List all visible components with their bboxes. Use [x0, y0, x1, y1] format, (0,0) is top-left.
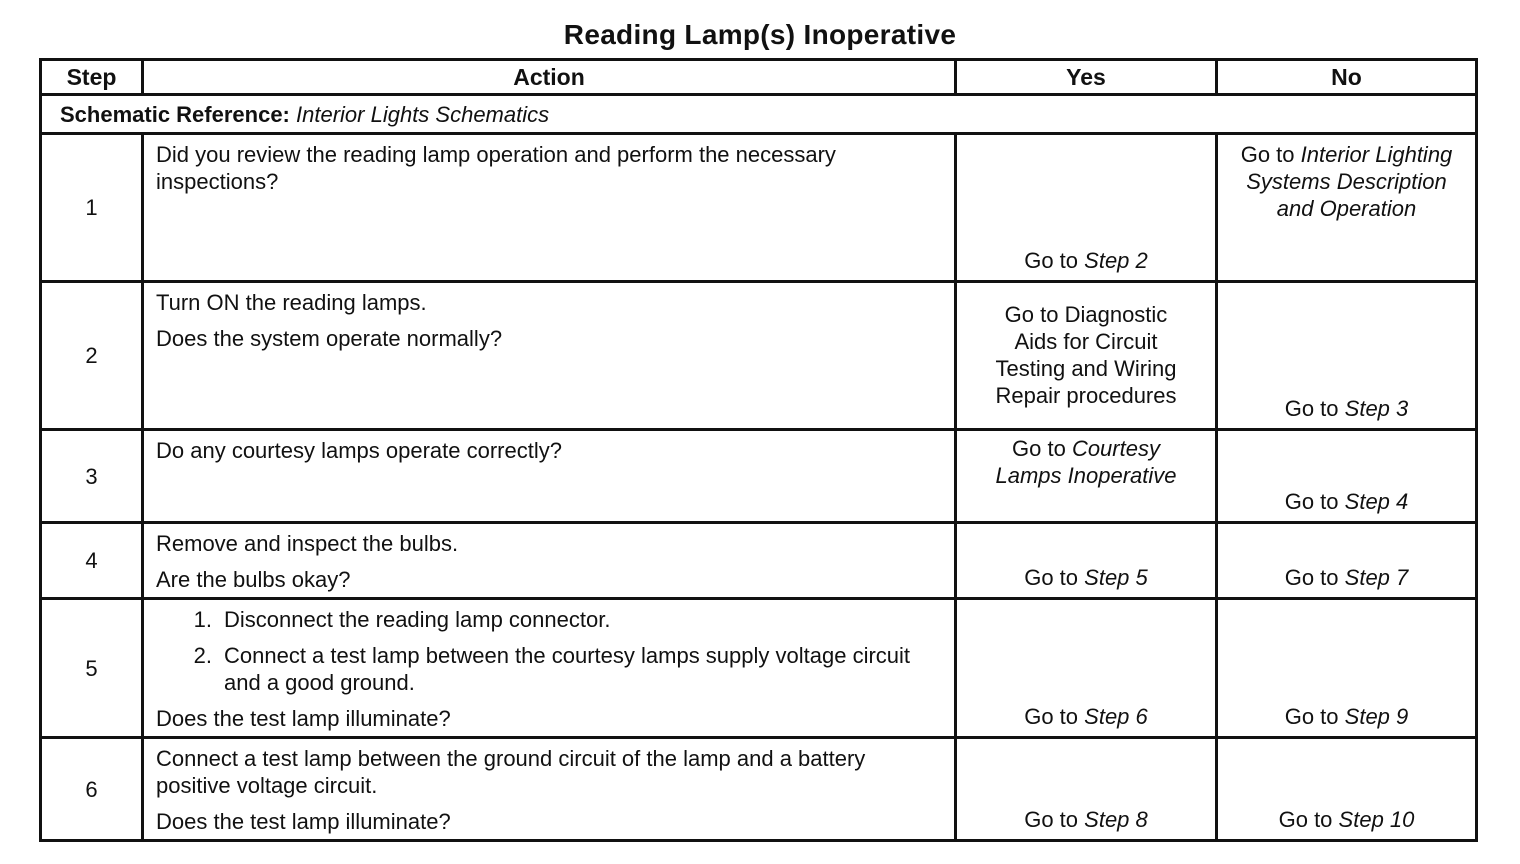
yes-goto-target: Step 5	[1084, 565, 1148, 590]
action-question: Does the test lamp illuminate?	[156, 706, 451, 731]
schematic-reference-row	[41, 95, 1477, 134]
schematic-reference	[41, 95, 1477, 134]
no-cell	[1217, 523, 1477, 599]
action-cell	[143, 738, 956, 841]
no-cell	[1217, 738, 1477, 841]
step-number: 4	[41, 523, 143, 599]
action-text: Turn ON the reading lamps.	[156, 290, 427, 315]
action-text: Did you review the reading lamp operation and perform the necessary inspections?	[156, 142, 836, 194]
yes-cell	[956, 134, 1217, 282]
no-goto-prefix: Go to	[1284, 489, 1339, 514]
no-goto-prefix: Go to	[1284, 704, 1339, 729]
yes-goto-target: Courtesy Lamps Inoperative	[995, 436, 1177, 488]
yes-goto-prefix: Go to	[1024, 807, 1079, 832]
col-header-yes: Yes	[956, 60, 1217, 95]
table-row	[41, 523, 1477, 599]
table-row	[41, 599, 1477, 738]
no-goto[interactable]	[1218, 564, 1475, 591]
table-row	[41, 738, 1477, 841]
action-cell	[143, 282, 956, 430]
no-goto-target: Step 10	[1338, 807, 1415, 832]
yes-cell	[956, 523, 1217, 599]
step-number: 2	[41, 282, 143, 430]
list-item	[156, 642, 942, 696]
action-text: Remove and inspect the bulbs.	[156, 531, 459, 556]
yes-goto-target: Step 8	[1084, 807, 1148, 832]
table-row	[41, 282, 1477, 430]
list-item-text: Connect a test lamp between the courtesy lamps supply voltage circuit and a good ground.	[224, 643, 911, 695]
action-question: Does the test lamp illuminate?	[156, 809, 451, 834]
no-goto-target: Step 9	[1344, 704, 1409, 729]
yes-cell	[956, 430, 1217, 523]
col-header-action: Action	[143, 60, 956, 95]
page-title: Reading Lamp(s) Inoperative	[563, 19, 957, 50]
yes-goto-target: Step 2	[1084, 248, 1148, 273]
action-cell	[143, 599, 956, 738]
no-goto-target: Step 4	[1344, 489, 1409, 514]
col-header-no: No	[1217, 60, 1477, 95]
yes-goto-prefix: Go to	[1024, 248, 1079, 273]
list-item-number: 2.	[193, 643, 212, 668]
table-row	[41, 430, 1477, 523]
list-item	[156, 606, 942, 633]
schematic-reference-label: Schematic Reference:	[60, 101, 290, 127]
diagnostic-table	[39, 58, 1478, 842]
action-cell	[143, 430, 956, 523]
yes-goto[interactable]	[957, 703, 1215, 730]
schematic-reference-link[interactable]: Interior Lights Schematics	[296, 101, 550, 127]
no-goto-prefix: Go to	[1284, 565, 1339, 590]
action-cell	[143, 523, 956, 599]
yes-goto-prefix: Go to	[1012, 436, 1066, 461]
no-goto[interactable]	[1218, 703, 1475, 730]
action-text: Connect a test lamp between the ground circuit of the lamp and a battery positive voltage circuit.	[156, 746, 866, 798]
step-number: 5	[41, 599, 143, 738]
action-question: Are the bulbs okay?	[156, 567, 351, 592]
no-goto[interactable]	[1218, 488, 1475, 515]
no-goto-prefix: Go to	[1284, 396, 1339, 421]
no-goto-target: Interior Lighting Systems Description and Operation	[1246, 142, 1453, 221]
yes-goto[interactable]	[957, 247, 1215, 274]
no-goto-prefix: Go to	[1278, 807, 1333, 832]
list-item-text: Disconnect the reading lamp connector.	[224, 607, 611, 632]
no-cell	[1217, 282, 1477, 430]
no-goto-target: Step 7	[1344, 565, 1409, 590]
no-cell	[1217, 134, 1477, 282]
yes-cell	[956, 599, 1217, 738]
yes-goto-prefix: Go to	[1024, 704, 1079, 729]
no-goto[interactable]	[1218, 806, 1475, 833]
no-goto[interactable]	[1218, 395, 1475, 422]
list-item-number: 1.	[193, 607, 212, 632]
yes-cell	[956, 282, 1217, 430]
action-question: Do any courtesy lamps operate correctly?	[156, 438, 562, 463]
yes-cell	[956, 738, 1217, 841]
yes-goto-prefix: Go to	[1024, 565, 1079, 590]
action-question: Does the system operate normally?	[156, 326, 503, 351]
no-goto[interactable]	[1218, 135, 1475, 222]
header-row	[41, 60, 1477, 95]
table-row	[41, 134, 1477, 282]
yes-goto-target: Step 6	[1084, 704, 1148, 729]
step-number: 1	[41, 134, 143, 282]
step-number: 6	[41, 738, 143, 841]
yes-goto[interactable]	[957, 431, 1215, 489]
yes-goto[interactable]: Go to Diagnostic Aids for Circuit Testing and Wiring Repair procedures	[995, 302, 1177, 408]
no-goto-prefix: Go to	[1240, 142, 1295, 167]
no-cell	[1217, 430, 1477, 523]
step-number: 3	[41, 430, 143, 523]
no-cell	[1217, 599, 1477, 738]
yes-goto[interactable]	[957, 806, 1215, 833]
col-header-step: Step	[41, 60, 143, 95]
no-goto-target: Step 3	[1344, 396, 1409, 421]
action-cell	[143, 134, 956, 282]
yes-goto[interactable]	[957, 564, 1215, 591]
